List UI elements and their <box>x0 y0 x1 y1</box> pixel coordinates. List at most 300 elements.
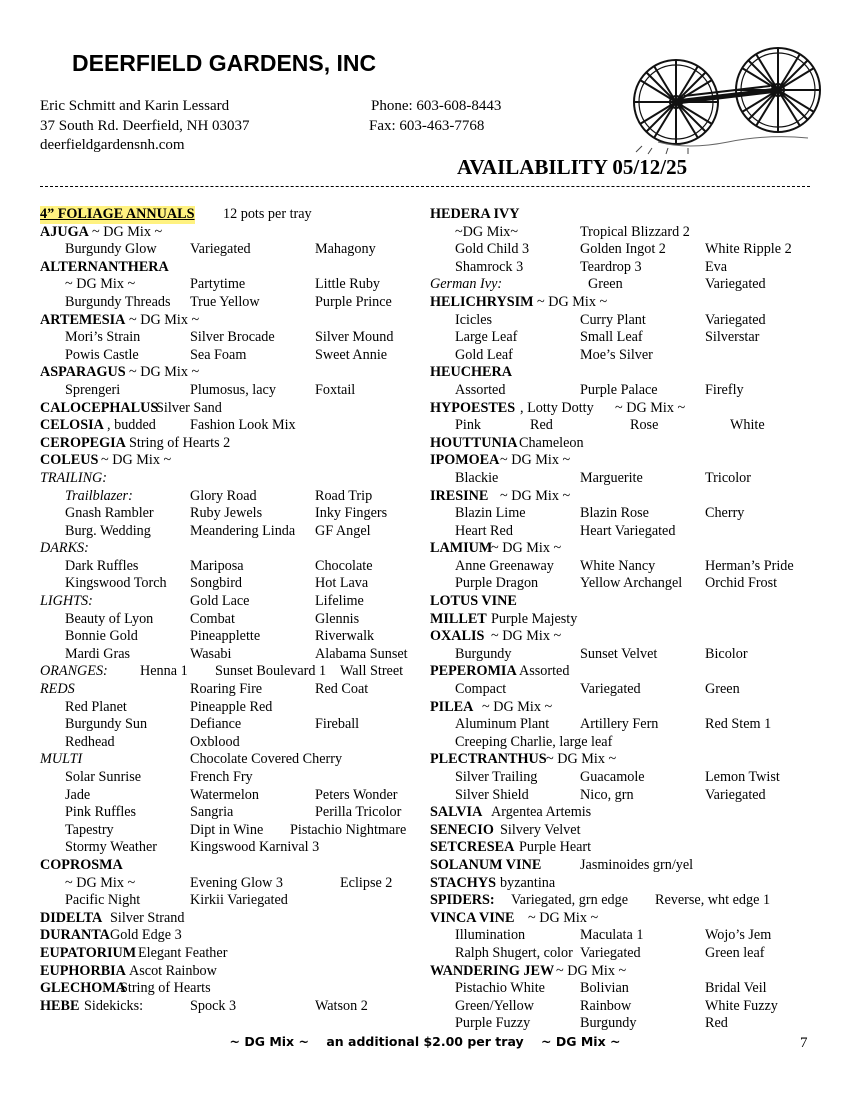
plant-line <box>40 505 430 523</box>
plant-line <box>430 998 820 1016</box>
variety-1: Sprengeri <box>65 381 121 398</box>
category-label: REDS <box>40 681 75 698</box>
plant-line <box>40 839 430 857</box>
owners: Eric Schmitt and Karin Lessard <box>40 98 230 114</box>
variety-1: Red Planet <box>65 698 127 715</box>
genus-note: ~ DG Mix ~ <box>482 698 553 715</box>
genus-note: Chameleon <box>519 434 584 451</box>
plant-line <box>430 787 820 805</box>
variety-1: Creeping Charlie, large leaf <box>455 733 613 750</box>
genus-note: ~ DG Mix ~ <box>500 452 571 469</box>
plant-genus: PLECTRANTHUS <box>430 751 547 768</box>
plant-line <box>430 611 820 629</box>
variety-3: Chocolate <box>315 557 373 574</box>
variety-2: Partytime <box>190 276 246 293</box>
plant-line <box>430 540 820 558</box>
variety-1: Pistachio White <box>455 980 545 997</box>
plant-genus: HELICHRYSIM <box>430 293 534 310</box>
variety-2: Yellow Archangel <box>580 575 683 592</box>
genus-note: ~ DG Mix ~ <box>537 293 608 310</box>
genus-note: ~ DG Mix ~ <box>129 364 200 381</box>
variety-3: Pistachio Nightmare <box>290 821 407 838</box>
plant-line <box>430 523 820 541</box>
genus-note: Silver Sand <box>156 399 222 416</box>
variety-3: White Fuzzy <box>705 997 778 1014</box>
plant-line <box>40 435 430 453</box>
variety-1: Bonnie Gold <box>65 628 138 645</box>
plant-line <box>430 822 820 840</box>
variety-2: Reverse, wht edge 1 <box>655 892 771 909</box>
plant-line <box>430 276 820 294</box>
plant-line <box>40 558 430 576</box>
variety-1: Silver Trailing <box>455 769 538 785</box>
plant-line <box>40 699 430 717</box>
variety-1: Powis Castle <box>65 346 139 363</box>
plant-line <box>430 259 820 277</box>
plant-line <box>40 822 430 840</box>
plant-line <box>430 364 820 382</box>
variety-3: Little Ruby <box>315 276 381 293</box>
plant-line <box>430 751 820 769</box>
variety-1: Gnash Rambler <box>65 505 154 522</box>
genus-qualifier: , budded <box>107 417 156 434</box>
plant-line <box>430 716 820 734</box>
variety-1: Illumination <box>455 927 526 944</box>
plant-variety: Fashion Look Mix <box>190 417 296 434</box>
plant-genus: VINCA VINE <box>430 909 515 926</box>
variety-1: ~ DG Mix ~ <box>65 874 136 891</box>
variety-1: Trailblazer: <box>65 487 133 504</box>
variety-3: Eclipse 2 <box>340 874 393 891</box>
variety-3: Green leaf <box>705 944 765 961</box>
plant-line <box>430 505 820 523</box>
fax: Fax: 603-463-7768 <box>369 118 485 134</box>
genus-note: Argentea Artemis <box>491 804 592 821</box>
variety-3: Rose <box>630 417 659 434</box>
variety-2: Glory Road <box>190 487 257 504</box>
plant-line <box>430 224 820 242</box>
plant-line <box>430 347 820 365</box>
page-number: 7 <box>800 1035 808 1051</box>
variety-1: Anne Greenaway <box>455 557 554 574</box>
plant-genus: GLECHOMA <box>40 980 126 997</box>
plant-line <box>40 523 430 541</box>
variety-1: Dark Ruffles <box>65 557 139 574</box>
variety-3: Foxtail <box>315 381 356 398</box>
right-column <box>430 206 820 1033</box>
variety-2: Variegated <box>190 241 251 258</box>
variety-3: Tricolor <box>705 469 751 486</box>
variety-1: Variegated, grn edge <box>511 892 628 909</box>
genus-note: Purple Majesty <box>491 610 578 627</box>
variety-3: Herman’s Pride <box>705 557 794 574</box>
variety-1: Stormy Weather <box>65 839 157 856</box>
plant-line <box>40 224 430 242</box>
variety-2: White Nancy <box>580 557 656 574</box>
variety-2: Nico, grn <box>580 786 634 803</box>
variety-1: Kingswood Torch <box>65 575 167 592</box>
variety-1: Purple Dragon <box>455 575 539 592</box>
variety-2: Oxblood <box>190 733 240 750</box>
plant-genus: SALVIA <box>430 804 483 821</box>
plant-genus: EUPHORBIA <box>40 962 126 979</box>
plant-line <box>430 681 820 699</box>
plant-genus: CEROPEGIA <box>40 434 126 451</box>
variety-1: Jade <box>65 786 91 803</box>
plant-line <box>40 206 430 224</box>
plant-line <box>40 241 430 259</box>
plant-line <box>430 575 820 593</box>
variety-1: Pacific Night <box>65 892 141 909</box>
variety-2: Bolivian <box>580 980 629 997</box>
plant-genus: DIDELTA <box>40 909 103 926</box>
variety-3: Lemon Twist <box>705 769 780 785</box>
genus-note: Ascot Rainbow <box>129 962 217 979</box>
variety-2: Variegated <box>580 944 641 961</box>
plant-line <box>40 945 430 963</box>
genus-note: String of Hearts 2 <box>129 434 231 451</box>
variety-2: Ruby Jewels <box>190 505 263 522</box>
genus-note: ~ DG Mix ~ <box>556 962 627 979</box>
variety-3: Fireball <box>315 716 360 733</box>
plant-line <box>430 400 820 418</box>
variety-2: Evening Glow 3 <box>190 874 283 891</box>
plant-line <box>40 646 430 664</box>
genus-note: Gold Edge 3 <box>110 927 182 944</box>
variety-3: Bicolor <box>705 645 748 662</box>
variety-2: Sunset Velvet <box>580 645 658 662</box>
variety-3: White Ripple 2 <box>705 241 792 258</box>
plant-line <box>40 681 430 699</box>
variety-2: Roaring Fire <box>190 681 263 698</box>
plant-line <box>430 470 820 488</box>
variety-2: Kingswood Karnival 3 <box>190 839 320 856</box>
variety-2: Maculata 1 <box>580 927 644 944</box>
genus-note: ~ DG Mix ~ <box>528 909 599 926</box>
variety-3: Eva <box>705 258 728 275</box>
variety-3: Red Stem 1 <box>705 716 772 733</box>
plant-genus: PILEA <box>430 698 474 715</box>
plant-line <box>40 276 430 294</box>
variety-2: Guacamole <box>580 769 645 785</box>
variety-2: Small Leaf <box>580 329 643 346</box>
plant-line <box>430 927 820 945</box>
variety-3: Silverstar <box>705 329 760 346</box>
variety-1: Beauty of Lyon <box>65 610 154 627</box>
plant-line <box>430 312 820 330</box>
plant-line <box>40 963 430 981</box>
genus-note: ~ DG Mix ~ <box>615 399 686 416</box>
plant-line <box>430 857 820 875</box>
plant-line <box>40 892 430 910</box>
variety-2: Variegated <box>580 681 641 698</box>
variety-1: Mori’s Strain <box>65 329 141 346</box>
variety-1: Heart Red <box>455 522 513 539</box>
variety-2: Mariposa <box>190 557 244 574</box>
variety-3: Variegated <box>705 786 766 803</box>
plant-line <box>430 892 820 910</box>
plant-line <box>40 751 430 769</box>
variety-3: Mahagony <box>315 241 376 258</box>
genus-note: Silvery Velvet <box>500 821 581 838</box>
variety-2: Dipt in Wine <box>190 821 264 838</box>
plant-genus: ARTEMESIA <box>40 311 126 328</box>
section-heading: 4” FOLIAGE ANNUALS <box>40 206 195 222</box>
plant-line <box>40 628 430 646</box>
variety-1: Pink <box>455 417 482 434</box>
plant-genus: COLEUS <box>40 452 99 469</box>
genus-note: ~ DG Mix ~ <box>129 311 200 328</box>
plant-line <box>40 716 430 734</box>
plant-line <box>430 435 820 453</box>
genus-note: ~ DG Mix ~ <box>491 628 562 645</box>
plant-line <box>40 769 430 787</box>
variety-2: Songbird <box>190 575 243 592</box>
variety-1: Burgundy Sun <box>65 716 148 733</box>
variety-3: Purple Prince <box>315 293 392 310</box>
variety-1: Mardi Gras <box>65 645 131 662</box>
variety-2: Spock 3 <box>190 997 237 1014</box>
variety-3: GF Angel <box>315 522 371 539</box>
variety-1: Burgundy Glow <box>65 241 157 258</box>
plant-line <box>40 312 430 330</box>
variety-2: Golden Ingot 2 <box>580 241 666 258</box>
plant-line <box>430 804 820 822</box>
variety-2: Sunset Boulevard 1 <box>215 663 327 680</box>
plant-genus: ASPARAGUS <box>40 364 126 381</box>
plant-line <box>40 400 430 418</box>
plant-line <box>430 699 820 717</box>
plant-line <box>40 540 430 558</box>
variety-2: Chocolate Covered Cherry <box>190 751 343 768</box>
variety-3: Red Coat <box>315 681 369 698</box>
plant-genus: ALTERNANTHERA <box>40 258 169 275</box>
variety-1: Burgundy <box>455 645 512 662</box>
variety-1: Compact <box>455 681 507 698</box>
variety-3: Cherry <box>705 505 745 522</box>
plant-line <box>40 927 430 945</box>
variety-3: Red <box>705 1015 728 1032</box>
plant-genus: CELOSIA <box>40 417 104 434</box>
variety-3: Bridal Veil <box>705 980 767 997</box>
variety-2: Moe’s Silver <box>580 346 653 363</box>
variety-2: Wasabi <box>190 645 232 662</box>
variety-2: Pineapplette <box>190 628 261 645</box>
variety-1: Pink Ruffles <box>65 804 137 821</box>
plant-line <box>40 329 430 347</box>
plant-genus: AJUGA <box>40 223 89 240</box>
plant-line <box>430 769 820 787</box>
variety-1: Assorted <box>455 381 506 398</box>
variety-2: Burgundy <box>580 1015 637 1032</box>
genus-note: Sidekicks: <box>84 997 144 1014</box>
variety-1: Blackie <box>455 469 499 486</box>
variety-3: Silver Mound <box>315 329 394 346</box>
variety-3: Road Trip <box>315 487 373 504</box>
variety-1: ~ DG Mix ~ <box>65 276 136 293</box>
plant-line <box>430 945 820 963</box>
plant-genus: SPIDERS: <box>430 892 495 909</box>
variety-1: Gold Child 3 <box>455 241 530 258</box>
plant-line <box>40 804 430 822</box>
plant-genus: HEBE <box>40 997 80 1014</box>
plant-genus: COPROSMA <box>40 856 123 873</box>
plant-line <box>430 488 820 506</box>
website: deerfieldgardensnh.com <box>40 137 185 153</box>
category-label: LIGHTS: <box>40 593 93 610</box>
variety-3: Glennis <box>315 610 360 627</box>
variety-2: Defiance <box>190 716 242 733</box>
plant-line <box>430 382 820 400</box>
plant-line <box>40 787 430 805</box>
plant-line <box>430 329 820 347</box>
plant-line <box>40 998 430 1016</box>
variety-3: Lifelime <box>315 593 364 610</box>
genus-qualifier: , Lotty Dotty <box>520 399 594 416</box>
genus-note: Elegant Feather <box>138 944 228 961</box>
plant-genus: STACHYS <box>430 874 496 891</box>
plant-line <box>40 382 430 400</box>
variety-2: Silver Brocade <box>190 329 275 346</box>
plant-genus: SETCRESEA <box>430 839 515 856</box>
genus-note: ~ DG Mix ~ <box>546 751 617 768</box>
plant-line <box>430 593 820 611</box>
variety-2: True Yellow <box>190 293 260 310</box>
variety-1: Redhead <box>65 733 115 750</box>
category-label: TRAILING: <box>40 469 107 486</box>
company-name: DEERFIELD GARDENS, INC <box>72 50 377 76</box>
plant-line <box>430 839 820 857</box>
plant-line <box>430 417 820 435</box>
plant-genus: OXALIS <box>430 628 485 645</box>
plant-line <box>430 452 820 470</box>
plant-line <box>430 646 820 664</box>
plant-line <box>40 857 430 875</box>
variety-2: Curry Plant <box>580 311 646 328</box>
plant-line <box>40 734 430 752</box>
plant-genus: HOUTTUNIA <box>430 434 518 451</box>
plant-genus: WANDERING JEW <box>430 962 555 979</box>
plant-genus: PEPEROMIA <box>430 663 517 680</box>
plant-line <box>40 611 430 629</box>
section-note: 12 pots per tray <box>223 206 312 222</box>
variety-2: Sea Foam <box>190 346 247 363</box>
plant-line <box>430 206 820 224</box>
variety-2: Heart Variegated <box>580 522 676 539</box>
variety-3: Hot Lava <box>315 575 369 592</box>
variety-2: Rainbow <box>580 997 632 1014</box>
genus-note: String of Hearts <box>120 980 211 997</box>
variety-3: Peters Wonder <box>315 786 398 803</box>
variety-1: Icicles <box>455 311 493 328</box>
variety-1: Gold Leaf <box>455 346 513 363</box>
variety-1: Silver Shield <box>455 786 529 803</box>
variety-3: Watson 2 <box>315 997 368 1014</box>
variety-3: Alabama Sunset <box>315 645 408 662</box>
variety-2: Artillery Fern <box>580 716 659 733</box>
plant-genus: LAMIUM <box>430 540 493 557</box>
plant-genus: HEUCHERA <box>430 364 512 381</box>
category-label: DARKS: <box>40 540 89 557</box>
variety-2: Jasminoides grn/yel <box>580 856 694 873</box>
plant-genus: HEDERA IVY <box>430 206 520 222</box>
plant-genus: EUPATORIUM <box>40 944 137 961</box>
wagon-wheel-cart-icon <box>628 30 824 156</box>
variety-2: Kirkii Variegated <box>190 892 288 909</box>
plant-line <box>430 241 820 259</box>
variety-1: Aluminum Plant <box>455 716 550 733</box>
variety-3: Firefly <box>705 381 744 398</box>
variety-2: Sangria <box>190 804 234 821</box>
phone: Phone: 603-608-8443 <box>371 98 502 114</box>
plant-line <box>430 963 820 981</box>
variety-1: Purple Fuzzy <box>455 1015 531 1032</box>
plant-genus: HYPOESTES <box>430 399 516 416</box>
plant-genus: SENECIO <box>430 821 494 838</box>
genus-note: ~ DG Mix ~ <box>92 223 163 240</box>
plant-line <box>40 470 430 488</box>
variety-2: Marguerite <box>580 469 643 486</box>
plant-line <box>40 294 430 312</box>
plant-line <box>40 875 430 893</box>
genus-note: ~ DG Mix ~ <box>101 452 172 469</box>
category-label: German Ivy: <box>430 276 503 293</box>
genus-note: byzantina <box>500 874 556 891</box>
address: 37 South Rd. Deerfield, NH 03037 <box>40 118 250 134</box>
plant-line <box>430 734 820 752</box>
variety-2: Green <box>588 276 623 293</box>
variety-3: Wall Street <box>340 663 404 680</box>
plant-line <box>430 1015 820 1033</box>
plant-genus: DURANTA <box>40 927 110 944</box>
divider <box>40 186 810 187</box>
variety-3: Orchid Frost <box>705 575 778 592</box>
variety-3: Sweet Annie <box>315 346 388 363</box>
variety-2: Pineapple Red <box>190 698 273 715</box>
variety-1: Blazin Lime <box>455 505 526 522</box>
plant-genus: CALOCEPHALUS <box>40 399 159 416</box>
plant-line <box>40 663 430 681</box>
category-label: ORANGES: <box>40 663 108 680</box>
variety-2: Plumosus, lacy <box>190 381 276 398</box>
variety-1: ~DG Mix~ <box>455 223 519 240</box>
variety-1: Large Leaf <box>455 329 518 346</box>
variety-2: Red <box>530 417 553 434</box>
footer-note: ~ DG Mix ~ an additional $2.00 per tray ~ DG Mix ~ <box>229 1034 621 1049</box>
variety-3: Variegated <box>705 276 766 293</box>
variety-2: French Fry <box>190 769 253 785</box>
variety-3: Riverwalk <box>315 628 375 645</box>
variety-1: Solar Sunrise <box>65 769 142 785</box>
plant-line <box>40 575 430 593</box>
plant-line <box>40 980 430 998</box>
variety-1: Ralph Shugert, color <box>455 944 573 961</box>
plant-line <box>40 417 430 435</box>
availability-date: AVAILABILITY 05/12/25 <box>457 155 688 179</box>
genus-note: ~ DG Mix ~ <box>491 540 562 557</box>
category-label: MULTI <box>40 751 83 768</box>
plant-line <box>40 488 430 506</box>
variety-4: White <box>730 417 765 434</box>
plant-line <box>430 980 820 998</box>
plant-line <box>430 663 820 681</box>
variety-1: Burg. Wedding <box>65 522 151 539</box>
plant-line <box>430 558 820 576</box>
plant-genus: MILLET <box>430 610 487 627</box>
variety-3: Perilla Tricolor <box>315 804 402 821</box>
variety-3: Variegated <box>705 311 766 328</box>
variety-2: Combat <box>190 610 235 627</box>
